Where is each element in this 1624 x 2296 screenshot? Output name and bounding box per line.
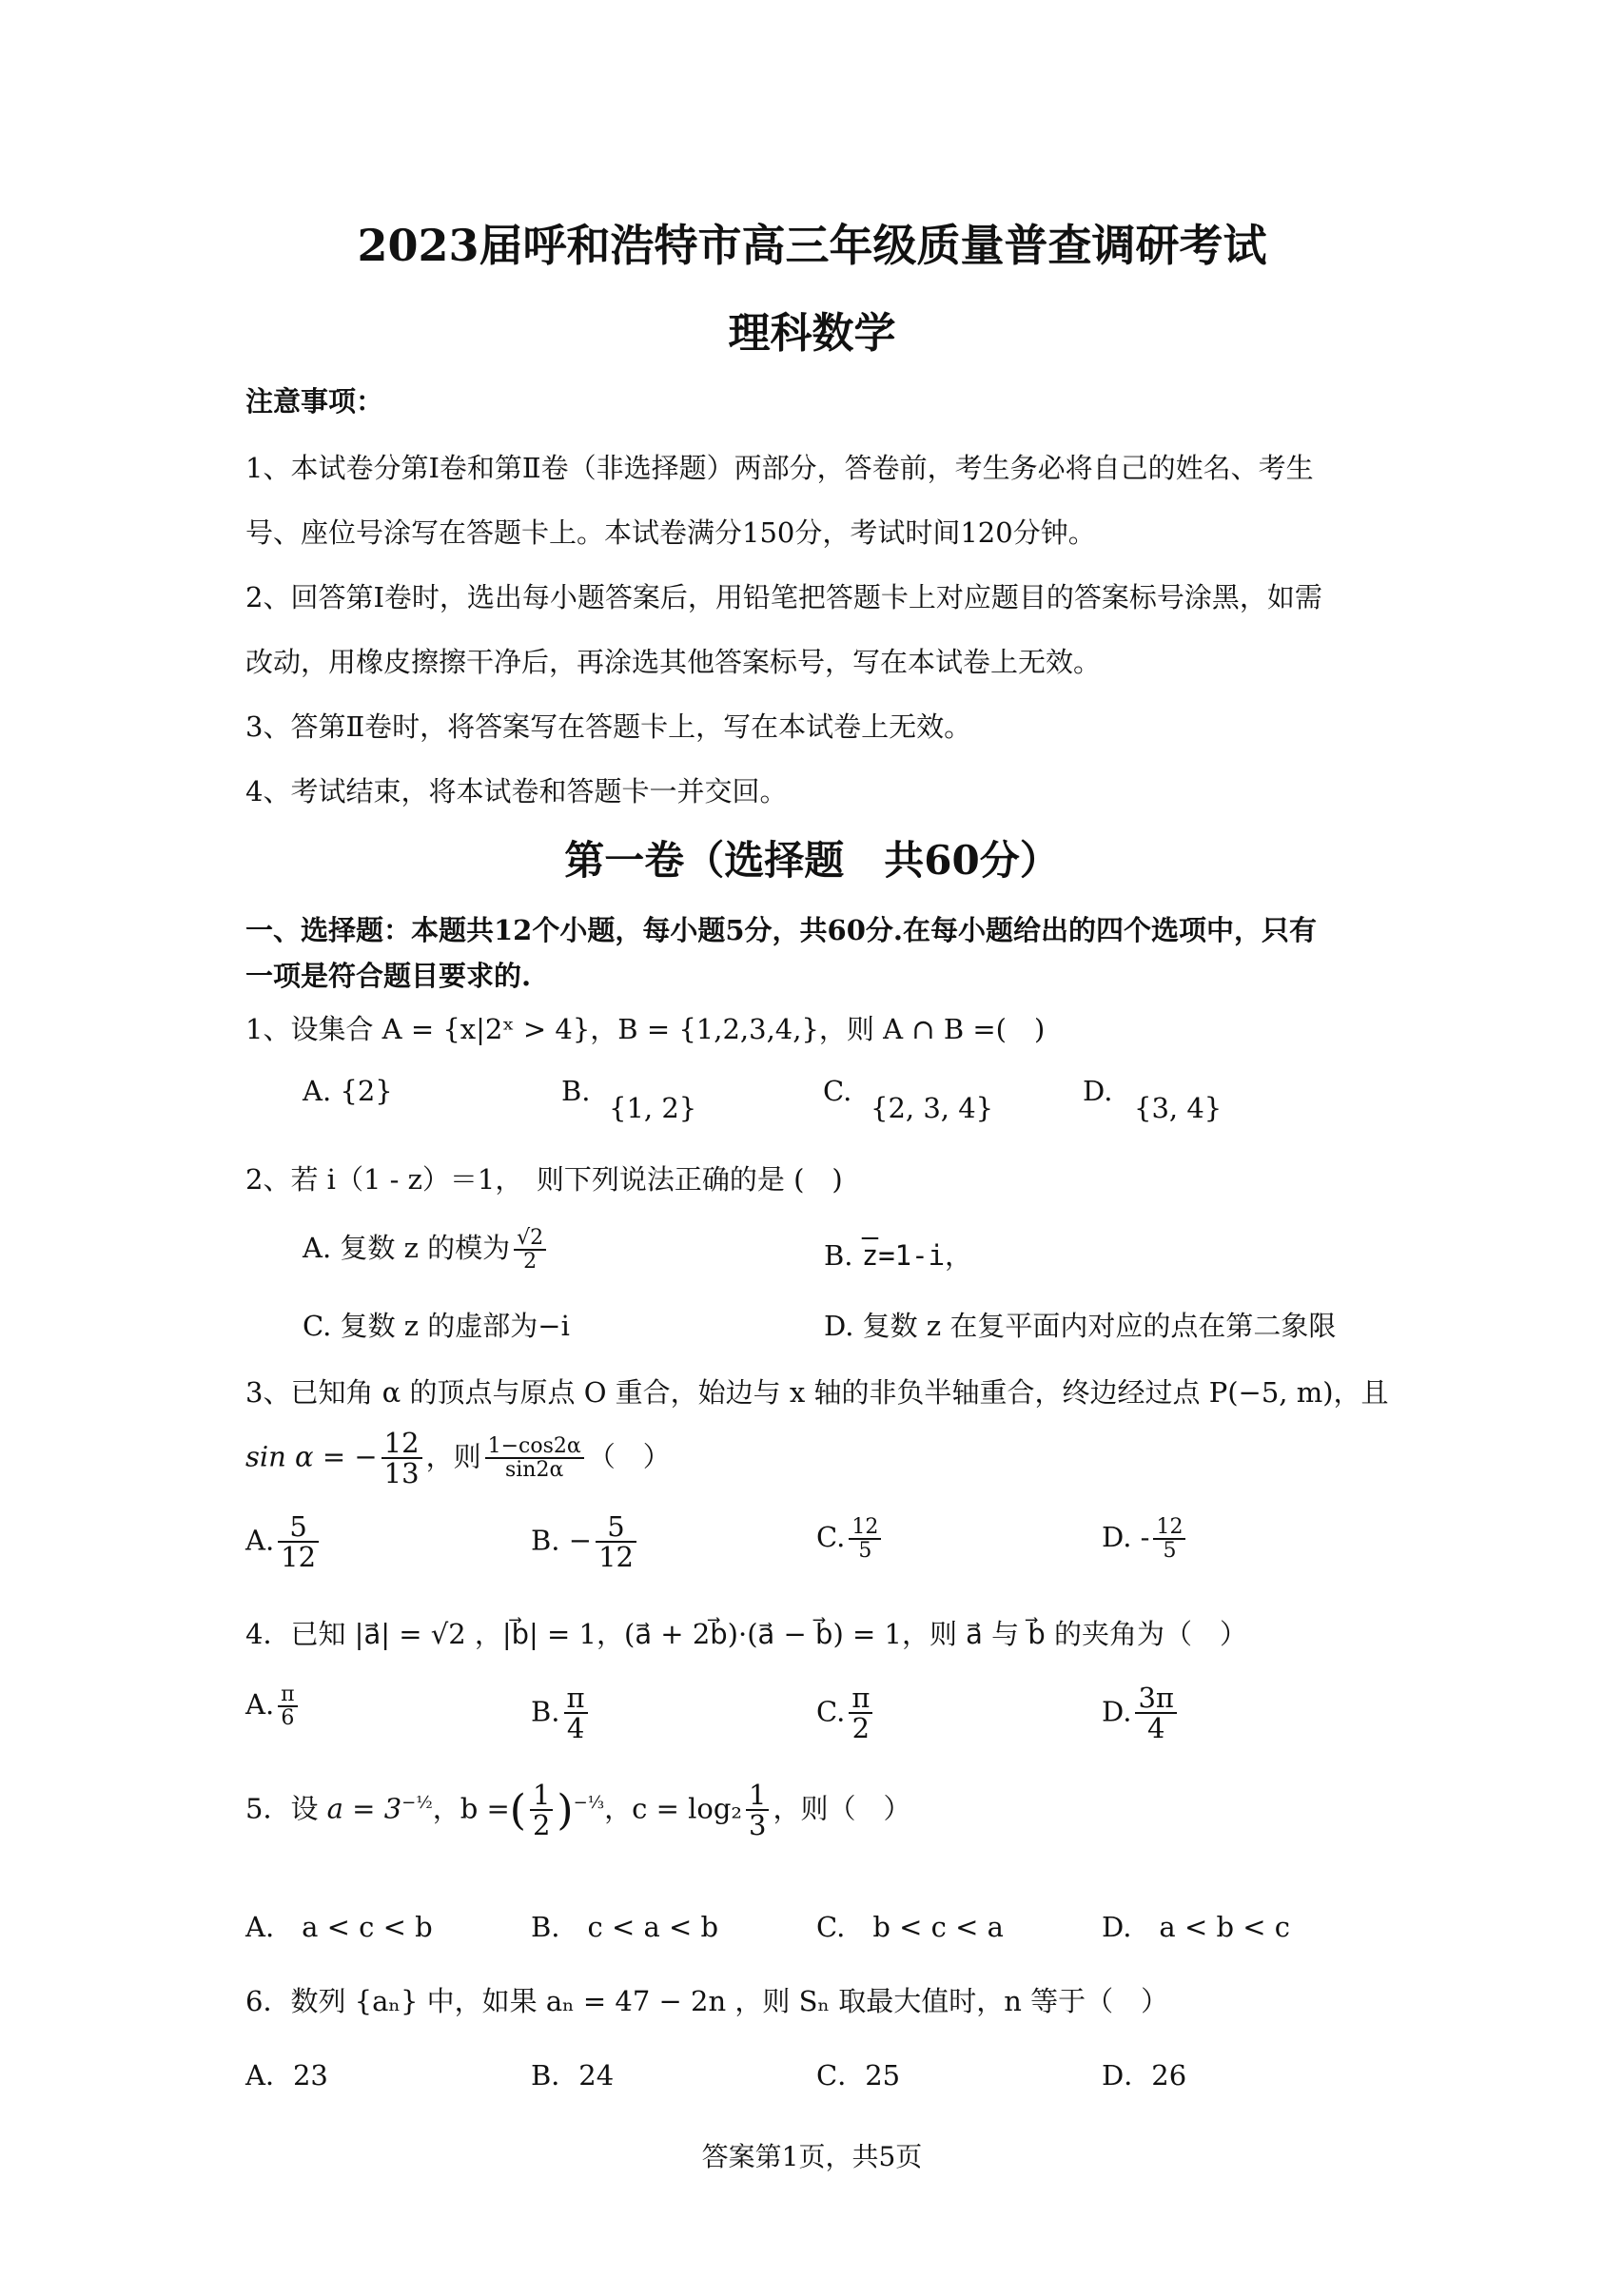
q4-stem: 4．已知 |a⃗| = √2 ，|b⃗| = 1，(a⃗ + 2b⃗)·(a⃗ − b⃗) = 1，则 a⃗ 与 b⃗ 的夹角为（ ） — [245, 1618, 1247, 1650]
q4-option-d-label: D. — [1102, 1695, 1132, 1728]
page-footer: 答案第1页，共5页 — [701, 2141, 923, 2172]
q6-option-c: C．25 — [816, 2059, 901, 2092]
q1-option-c-text: {2, 3, 4} — [871, 1092, 994, 1124]
q2-option-b — [824, 1235, 972, 1274]
q4-option-a-den: 6 — [281, 1706, 295, 1731]
q5-option-b: B. c < a < b — [531, 1911, 719, 1943]
q5-b-den: 2 — [532, 1809, 551, 1842]
q5-c-den: 3 — [749, 1809, 767, 1842]
q5-a-exponent: −½ — [401, 1792, 433, 1813]
q3-option-d — [1102, 1516, 1189, 1562]
q5-option-d: D. a < b < c — [1102, 1911, 1291, 1943]
q4-option-d-fraction — [1135, 1683, 1177, 1743]
q3-option-a — [245, 1512, 323, 1572]
q2-stem: 2、若 i（1 - z）＝1， 则下列说法正确的是 ( ) — [245, 1163, 843, 1196]
q3-expr-den: sin2α — [504, 1458, 564, 1483]
q3-sin-den: 13 — [383, 1457, 420, 1490]
exam-title: 2023届呼和浩特市高三年级质量普查调研考试 — [357, 220, 1267, 271]
q3-option-d-sign: - — [1140, 1521, 1150, 1554]
q3-option-c-label: C. — [816, 1521, 846, 1554]
q4-option-a-label: A. — [245, 1688, 275, 1722]
q4-option-b-fraction — [564, 1683, 588, 1743]
notice-line-1b: 号、座位号涂写在答题卡上。本试卷满分150分，考试时间120分钟。 — [245, 516, 1096, 549]
q3-option-b-den: 12 — [598, 1541, 634, 1574]
q3-expr-fraction — [485, 1435, 584, 1481]
q3-option-d-num: 12 — [1153, 1516, 1185, 1540]
q3-condition — [245, 1429, 671, 1489]
q3-stem: 3、已知角 α 的顶点与原点 O 重合，始边与 x 轴的非负半轴重合，终边经过点 P(−5, m)，且 — [245, 1376, 1389, 1409]
q3-mid: ，则 — [425, 1440, 481, 1473]
q3-expr-num: 1−cos2α — [485, 1435, 584, 1459]
q2-option-b-rest: =1-i， — [878, 1239, 973, 1272]
section-intro-a: 一、选择题：本题共12个小题，每小题5分，共60分.在每小题给出的四个选项中，只有 — [245, 914, 1317, 946]
q4-option-c-fraction — [849, 1683, 872, 1743]
q1-option-a: A. {2} — [303, 1075, 393, 1107]
q1-stem: 1、设集合 A = {x|2ˣ > 4}，B = {1,2,3,4,}，则 A ∩ B =( ) — [245, 1013, 1046, 1045]
q5-b-right-paren: ) — [557, 1785, 574, 1835]
q3-option-c — [816, 1516, 885, 1562]
q4-option-d-num: 3π — [1135, 1683, 1177, 1714]
q3-option-d-label: D. — [1102, 1521, 1132, 1554]
q5-option-c: C. b < c < a — [816, 1911, 1004, 1943]
q3-tail: （ ） — [587, 1440, 671, 1473]
section-title: 第一卷（选择题 共60分） — [564, 837, 1060, 884]
q3-option-d-den: 5 — [1163, 1539, 1177, 1564]
q3-option-a-label: A. — [245, 1524, 275, 1557]
q2-option-a-num: √2 — [514, 1227, 546, 1251]
q4-option-b-den: 4 — [566, 1712, 585, 1745]
q6-option-a: A．23 — [245, 2059, 328, 2092]
q4-option-a — [245, 1683, 302, 1729]
q5-c-fraction — [746, 1780, 769, 1840]
q3-option-a-fraction — [278, 1512, 319, 1572]
q5-b-num: 1 — [530, 1780, 553, 1811]
notice-line-2a: 2、回答第Ⅰ卷时，选出每小题答案后，用铅笔把答题卡上对应题目的答案标号涂黑，如需 — [245, 581, 1322, 613]
q6-option-b: B．24 — [531, 2059, 615, 2092]
q2-option-a-den: 2 — [523, 1250, 538, 1274]
q3-sin-fraction — [382, 1429, 422, 1489]
q6-option-d: D．26 — [1102, 2059, 1187, 2092]
q6-stem: 6．数列 {aₙ} 中，如果 aₙ = 47 − 2n ，则 Sₙ 取最大值时，n 等于（ ） — [245, 1985, 1169, 2017]
q2-option-b-conj: $\overline{z}$ — [861, 1239, 879, 1272]
q1-option-d-text: {3, 4} — [1134, 1092, 1223, 1124]
q3-option-b-fraction — [596, 1512, 636, 1572]
q3-option-b-label: B. — [531, 1524, 560, 1557]
q1-option-d-label: D. — [1083, 1075, 1113, 1107]
q5-option-a: A. a < c < b — [245, 1911, 433, 1943]
q5-stem — [245, 1780, 910, 1840]
q4-option-d — [1102, 1683, 1181, 1743]
q2-option-b-label: B. — [824, 1239, 853, 1272]
notice-line-3: 3、答第Ⅱ卷时，将答案写在答题卡上，写在本试卷上无效。 — [245, 710, 972, 743]
q3-option-a-den: 12 — [281, 1541, 317, 1574]
q4-option-a-fraction — [278, 1683, 297, 1729]
q5-prefix: 5．设 — [245, 1792, 319, 1825]
q4-option-d-den: 4 — [1146, 1712, 1165, 1745]
q4-option-c-den: 2 — [851, 1712, 871, 1745]
notice-line-4: 4、考试结束，将本试卷和答题卡一并交回。 — [245, 775, 788, 807]
q4-option-b-num: π — [564, 1683, 588, 1714]
q2-option-c: C. 复数 z 的虚部为−i — [303, 1310, 570, 1342]
q2-option-a — [303, 1227, 550, 1273]
q5-b-fraction — [530, 1780, 553, 1840]
q3-option-c-den: 5 — [858, 1539, 872, 1564]
notice-line-2b: 改动，用橡皮擦擦干净后，再涂选其他答案标号，写在本试卷上无效。 — [245, 646, 1102, 678]
q4-option-c-num: π — [849, 1683, 872, 1714]
section-intro-b: 一项是符合题目要求的. — [245, 960, 532, 992]
q4-option-c — [816, 1683, 876, 1743]
notice-heading: 注意事项： — [245, 385, 384, 418]
q1-option-b-text: {1, 2} — [609, 1092, 697, 1124]
q4-option-b — [531, 1683, 592, 1743]
q1-option-c-label: C. — [823, 1075, 852, 1107]
q3-option-d-fraction — [1153, 1516, 1185, 1562]
q3-sin-num: 12 — [382, 1429, 422, 1459]
q4-option-a-num: π — [278, 1683, 297, 1707]
q2-option-a-fraction — [514, 1227, 546, 1273]
q5-tail: ，则（ ） — [773, 1792, 911, 1825]
q3-option-b — [531, 1512, 640, 1572]
exam-subject: 理科数学 — [728, 309, 896, 358]
q3-option-c-fraction — [849, 1516, 881, 1562]
q2-option-d: D. 复数 z 在复平面内对应的点在第二象限 — [824, 1310, 1337, 1342]
q3-option-b-sign: − — [568, 1524, 593, 1557]
q5-a-expr: a = 3 — [326, 1792, 402, 1825]
notice-line-1a: 1、本试卷分第Ⅰ卷和第Ⅱ卷（非选择题）两部分，答卷前，考生务必将自己的姓名、考生 — [245, 452, 1314, 484]
q5-c-num: 1 — [746, 1780, 769, 1811]
q5-b-expr: ，b = — [432, 1792, 510, 1825]
q5-b-exponent: −⅓ — [573, 1792, 605, 1813]
q3-sin-prefix: sin α = − — [245, 1440, 378, 1473]
q3-option-a-num: 5 — [278, 1512, 319, 1543]
q4-option-c-label: C. — [816, 1695, 846, 1728]
q1-option-b-label: B. — [561, 1075, 591, 1107]
q2-option-a-text: A. 复数 z 的模为 — [303, 1232, 511, 1265]
q3-option-b-num: 5 — [596, 1512, 636, 1543]
q5-b-left-paren: ( — [509, 1785, 526, 1835]
q4-option-b-label: B. — [531, 1695, 560, 1728]
q5-c-expr: ，c = log₂ — [604, 1792, 743, 1825]
q3-option-c-num: 12 — [849, 1516, 881, 1540]
